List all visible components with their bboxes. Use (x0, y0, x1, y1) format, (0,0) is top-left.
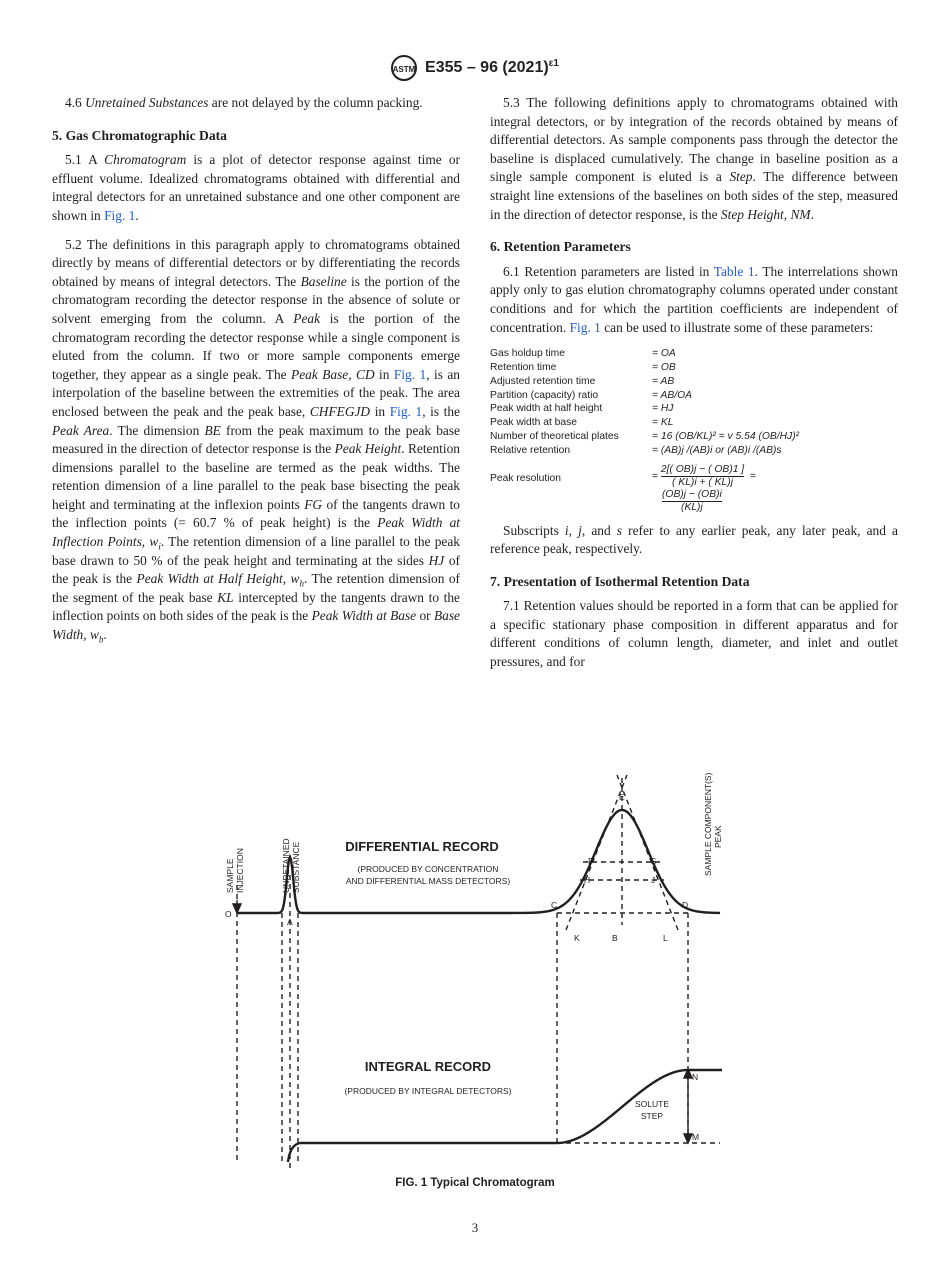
text-run: . Retention dimensions parallel to the baseline are termed as the peak widths. The retention dimension of a line parallel to the peak base bisecting the peak height and terminating at the inflexion points (52, 441, 461, 512)
point-G: G (650, 856, 657, 866)
injection-arrow-icon (233, 904, 241, 913)
parameter-row (490, 347, 799, 361)
text-run: Peak Area (52, 422, 110, 438)
figure-link[interactable]: Fig. 1 (104, 207, 136, 223)
integral-record-subtitle: (PRODUCED BY INTEGRAL DETECTORS) (344, 1086, 512, 1096)
text-run: 7.1 Retention values should be reported in a form that can be applied for a specific stationary phase composition in different apparatus and for different conditions of column length, diameter, and inlet and outlet pressures, and for (490, 598, 898, 670)
edition-superscript: ε1 (548, 57, 559, 69)
peak-resolution-row (490, 464, 756, 514)
section-heading (490, 573, 898, 592)
text-run: 6. Retention Parameters (490, 239, 631, 255)
text-run: HJ (428, 552, 445, 568)
text-run: s (616, 522, 622, 538)
parameter-row (490, 416, 799, 430)
text-run: i (158, 541, 161, 552)
astm-logo-icon (391, 55, 417, 81)
param-name: Partition (capacity) ratio (490, 389, 599, 401)
section-heading (490, 238, 898, 257)
text-run: , (568, 522, 579, 538)
text-run: . The retention dimension of a line parallel to the peak base drawn to 50 % of the peak height and terminating at the sides (52, 534, 460, 568)
label-peak: PEAK (713, 825, 723, 848)
text-run: 5.1 A (65, 152, 105, 168)
label-sample: SAMPLE (225, 858, 235, 893)
text-run: is the portion of the chromatogram recording the detector response while a single component is eluted from the column. If two or more sample components emerge together, they appear as a single peak. The (52, 310, 460, 382)
figure-caption: FIG. 1 Typical Chromatogram (395, 1177, 555, 1189)
text-run: KL (217, 589, 234, 605)
point-K: K (574, 933, 580, 943)
text-run: . (810, 206, 814, 222)
text-run: 5. Gas Chromatographic Data (52, 127, 227, 143)
text-run: , is the (422, 403, 460, 419)
resolution-fraction-2 (662, 489, 722, 514)
denominator: (KL)j (681, 501, 703, 513)
label-sample-components: SAMPLE COMPONENT(S) (703, 772, 713, 876)
point-C: C (551, 900, 558, 910)
label-substance: SUBSTANCE (291, 841, 301, 893)
retention-parameters-table (490, 347, 799, 457)
figure-link[interactable]: Table 1 (713, 263, 755, 279)
rotated-labels (225, 772, 723, 893)
text-run: . The difference between straight line extensions of the baselines on both sides of the step, measured in the direction of detector response, is the (490, 169, 898, 222)
parameter-row (490, 389, 799, 403)
resolution-fraction-1 (661, 464, 744, 489)
right-column (490, 94, 898, 682)
paragraph (490, 597, 898, 671)
param-value: = KL (652, 417, 674, 429)
section-heading (52, 127, 460, 146)
text-run: are not delayed by the column packing. (208, 95, 423, 110)
solute-step-label: SOLUTE (634, 1099, 670, 1109)
point-D: D (682, 900, 689, 910)
param-name: Adjusted retention time (490, 375, 596, 387)
figure-link[interactable]: Fig. 1 (569, 319, 601, 335)
text-run: 7. Presentation of Isothermal Retention Data (490, 573, 750, 589)
paragraph (490, 263, 898, 337)
differential-record-title: DIFFERENTIAL RECORD (345, 839, 499, 854)
figure-link[interactable]: Fig. 1 (393, 366, 427, 382)
text-run: CHFEGJD (309, 403, 371, 419)
parameter-row (490, 375, 799, 389)
text-run: of the tangents drawn to the inflection points (= 60.7 % of peak height) is the (52, 496, 460, 531)
text-run: Step Height, NM (720, 206, 811, 222)
text-run: i (564, 522, 569, 538)
left-column (52, 94, 460, 655)
text-run: 4.6 (65, 95, 86, 110)
text-run: , is an interpolation of the baseline between the extremities of the peak. The area enclosed between the peak and the peak base, (52, 366, 460, 419)
text-run: can be used to illustrate some of these parameters: (600, 319, 874, 335)
param-name: Relative retention (490, 444, 571, 456)
designation: E355 – 96 (2021) (425, 59, 549, 77)
text-run: . The interrelations shown apply only to gas elution chromatography columns operated under constant conditions and for which the partition coefficients are independent of concentration. (490, 263, 898, 335)
text-run: b (98, 634, 104, 645)
numerator: (OB)j − (OB)i (662, 488, 722, 500)
chromatogram-figure (0, 760, 950, 1180)
equals-sign: = (749, 470, 756, 482)
text-run: 6.1 Retention parameters are listed in (503, 263, 714, 279)
text-run: Peak (293, 310, 321, 326)
text-run: Step (729, 169, 753, 185)
text-run: in (374, 366, 394, 382)
parameter-row (490, 402, 799, 416)
point-L: L (663, 933, 668, 943)
point-O: O (225, 909, 232, 919)
text-run: or (416, 608, 434, 624)
parameter-row (490, 361, 799, 375)
param-name: Retention time (490, 361, 557, 373)
text-run: , and (581, 522, 617, 538)
point-A: A (287, 917, 293, 927)
text-run: Base Width (52, 608, 460, 643)
label-unretained: UNRETAINED (281, 838, 291, 893)
param-name: Peak width at base (490, 417, 578, 429)
text-run: h (299, 578, 304, 589)
point-E: E (619, 792, 625, 802)
param-value: = (AB)j /(AB)i or (AB)i /(AB)s (652, 444, 782, 456)
integral-record-title: INTEGRAL RECORD (364, 1059, 492, 1074)
text-run: Peak Width at Half Height, w (136, 571, 300, 587)
text-run: , (83, 627, 90, 643)
paragraph (52, 94, 460, 113)
text-run: . (135, 207, 139, 223)
text-run: intercepted by the tangents drawn to the inflection points on both sides of the peak is the (52, 589, 460, 624)
svg-text:ASTM: ASTM (392, 65, 416, 74)
text-run: . The dimension (109, 422, 205, 438)
param-name: Peak resolution (490, 472, 561, 484)
text-run: j (578, 522, 582, 538)
text-run: Peak Width at Base (311, 608, 417, 624)
point-J: J (651, 875, 656, 885)
param-name: Peak width at half height (490, 403, 603, 415)
solute-step-label: STEP (640, 1111, 664, 1121)
parameter-row (490, 444, 799, 458)
point-F: F (588, 856, 594, 866)
differential-record-subtitle: (PRODUCED BY CONCENTRATION (357, 864, 499, 874)
param-value: = 16 (OB/KL)² = v 5.54 (OB/HJ)² (652, 430, 800, 442)
numerator: 2[( OB)j − ( OB)1 ] (660, 463, 745, 475)
text-run: Peak Base, CD (291, 366, 375, 382)
page-number: 3 (471, 1220, 479, 1235)
text-run: refer to any earlier peak, any later peak, and a reference peak, respectively. (490, 522, 898, 557)
parameter-row (490, 430, 799, 444)
text-run: from the peak maximum to the peak base measured in the direction of detector response is the (52, 422, 460, 457)
differential-record-subtitle: AND DIFFERENTIAL MASS DETECTORS) (345, 876, 511, 886)
param-value: = OA (652, 348, 676, 360)
text-run: . The retention dimension of the segment of the peak base (52, 571, 460, 605)
text-run: of the peak is the (52, 552, 460, 587)
param-value: = OB (652, 361, 676, 373)
param-value: = AB/OA (652, 389, 692, 401)
text-run: 5.3 The following definitions apply to chromatograms obtained with integral detectors, or by integration of the records obtained by means of differential detectors. As sample components pass through the detector the baseline is displaced cumulatively. The change in baseline position as a single sample component is eluted is a (490, 95, 898, 185)
paragraph (490, 94, 898, 224)
text-run: Peak Width at Inflection Points, w (52, 515, 460, 550)
text-run: BE (204, 422, 221, 438)
label-injection: INJECTION (235, 848, 245, 893)
paragraph (490, 522, 898, 559)
text-run: is the portion of the chromatogram recording the detector response in the absence of solute or solvent emerging from the column. A (52, 273, 460, 326)
param-value: = HJ (652, 403, 674, 415)
text-run: 5.2 The definitions in this paragraph apply to chromatograms obtained directly by means of differential detectors or by differentiating the records obtained by means of integral detectors. The (52, 236, 460, 289)
param-name: Gas holdup time (490, 348, 565, 360)
text-run: w (89, 627, 99, 643)
page-header (0, 55, 950, 81)
text-run: Peak Height (334, 441, 402, 457)
text-run: . (103, 627, 107, 643)
param-value: = AB (652, 375, 675, 387)
text-run: in (370, 403, 390, 419)
text-run: Subscripts (503, 522, 565, 538)
point-N: N (692, 1072, 699, 1082)
equals-sign: = (652, 470, 659, 482)
text-run: FG (304, 496, 323, 512)
text-run: Baseline (300, 273, 347, 289)
point-B: B (612, 933, 618, 943)
paragraph (52, 151, 460, 225)
text-run: Chromatogram (104, 152, 187, 168)
point-H: H (584, 875, 591, 885)
denominator: ( KL)i + ( KL)j (672, 476, 733, 488)
figure-link[interactable]: Fig. 1 (389, 403, 423, 419)
paragraph (52, 236, 460, 645)
param-name: Number of theoretical plates (490, 430, 619, 442)
text-run: is a plot of detector response against time or effluent volume. Idealized chromatograms obtained with differential and integral detectors for an unretained substance and one other component are shown in (52, 152, 460, 223)
point-M: M (692, 1132, 700, 1142)
text-run: Unretained Substances (85, 95, 209, 110)
